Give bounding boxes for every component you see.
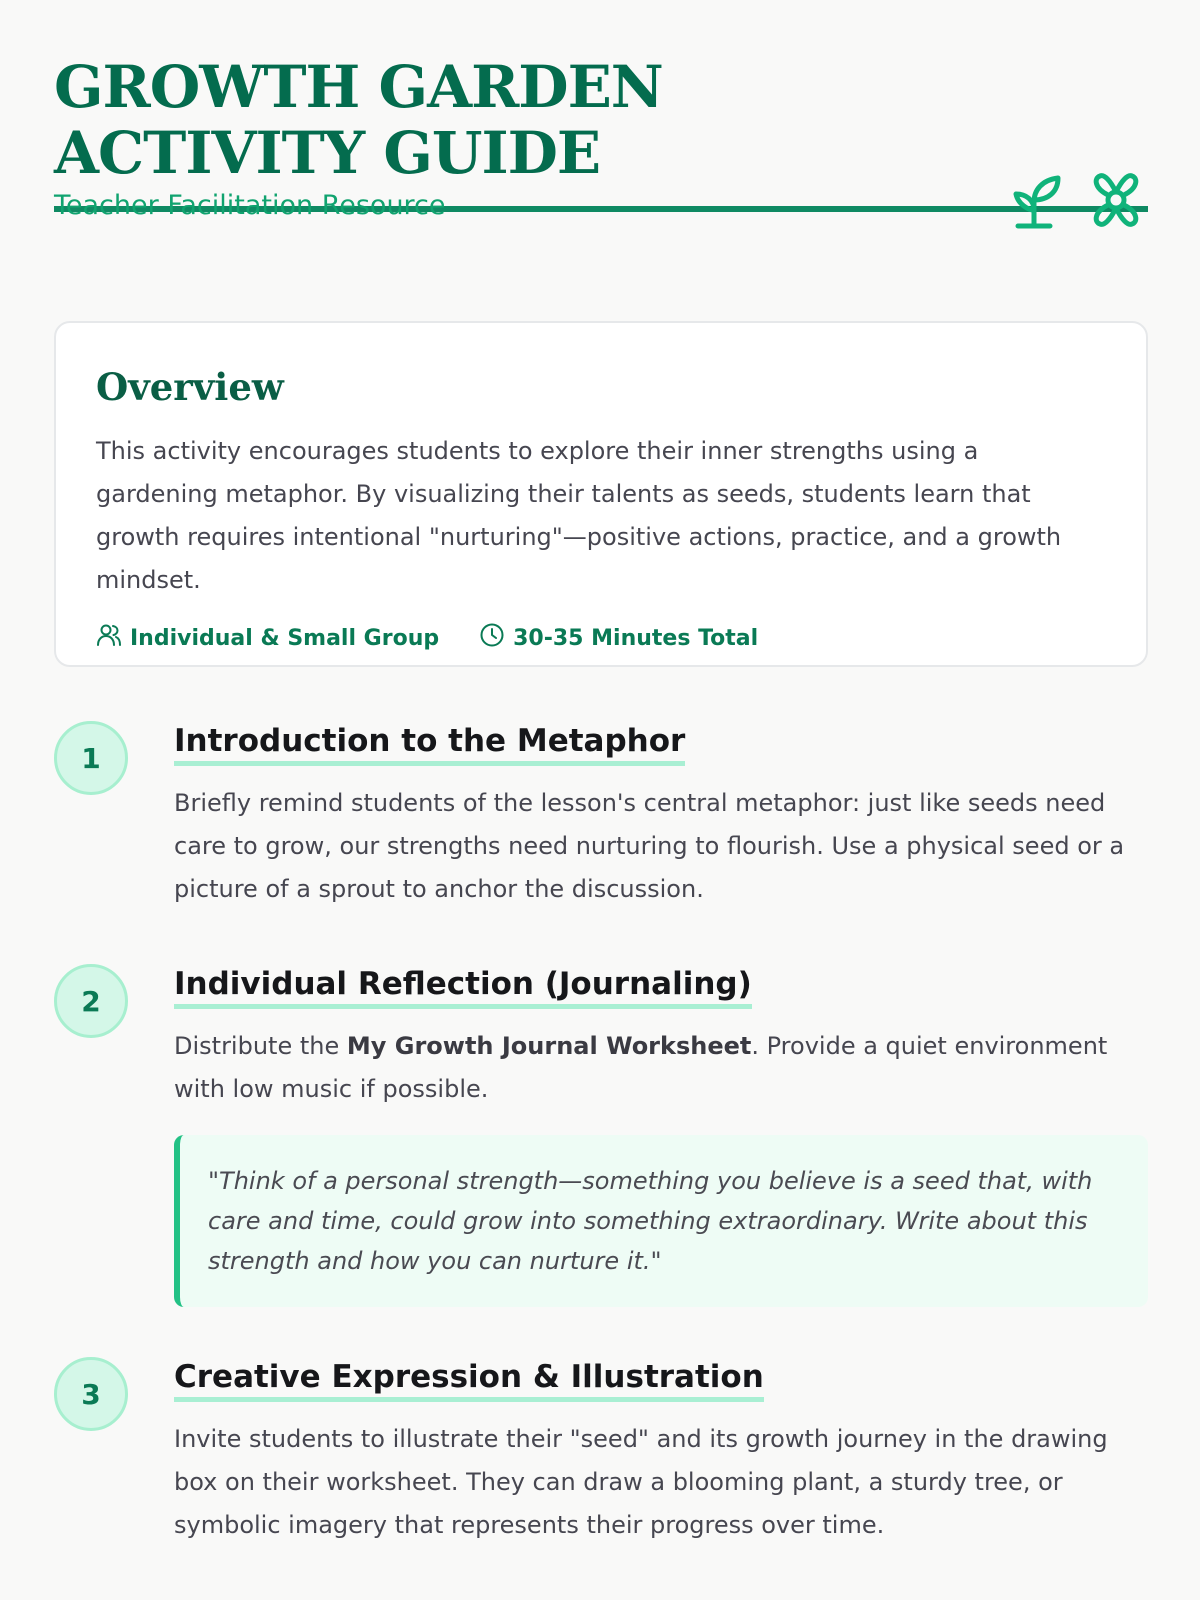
flower-icon — [1086, 170, 1146, 230]
clock-icon — [479, 622, 505, 654]
step-text-before: Distribute the — [174, 1032, 347, 1060]
step-body — [174, 1357, 1148, 1547]
step-title: Introduction to the Metaphor — [174, 721, 685, 766]
worksheet-name: My Growth Journal Worksheet — [346, 1032, 752, 1060]
step-number-badge: 3 — [54, 1357, 128, 1431]
header-icons — [1012, 170, 1146, 230]
step-title: Creative Expression & Illustration — [174, 1357, 764, 1402]
page-header — [54, 0, 1148, 221]
step-text-after: . Provide a quiet environment with low music if possible. — [174, 1032, 1108, 1103]
journal-prompt-quote: "Think of a personal strength—something you believe is a seed that, with care and time, could grow into something extraordinary. Write about this strength and how you can nurture it." — [174, 1135, 1148, 1307]
step-text: Briefly remind students of the lesson's central metaphor: just like seeds need care to grow, our strengths need nurturing to flourish. Use a physical seed or a picture of a sprout to anchor the discussion. — [174, 789, 1125, 903]
overview-meta — [96, 622, 1106, 654]
page-title: GROWTH GARDEN ACTIVITY GUIDE — [54, 53, 663, 187]
meta-duration-label: 30-35 Minutes Total — [513, 625, 759, 651]
step-text: Invite students to illustrate their "seed" and its growth journey in the drawing box on their worksheet. They can draw a blooming plant, a sturdy tree, or symbolic imagery that represents their progress over time. — [174, 1425, 1108, 1539]
step-text — [174, 1025, 1148, 1111]
meta-group-size — [96, 622, 439, 654]
step-number-badge: 2 — [54, 964, 128, 1038]
overview-heading: Overview — [96, 365, 284, 409]
step-body — [174, 721, 1148, 911]
step-number-badge: 1 — [54, 721, 128, 795]
page-subtitle: Teacher Facilitation Resource — [54, 190, 446, 221]
meta-duration — [479, 622, 758, 654]
sprout-icon — [1012, 170, 1064, 230]
step-title: Individual Reflection (Journaling) — [174, 964, 752, 1009]
activity-guide-page — [54, 0, 1148, 1539]
overview-card — [54, 321, 1148, 667]
meta-group-size-label: Individual & Small Group — [130, 625, 440, 651]
step-body — [174, 964, 1148, 1331]
overview-body: This activity encourages students to explore their inner strengths using a gardening metaphor. By visualizing their talents as seeds, students learn that growth requires intentional "nurturing"—positive actions, practice, and a growth mindset. — [96, 437, 1062, 594]
users-icon — [96, 622, 122, 654]
